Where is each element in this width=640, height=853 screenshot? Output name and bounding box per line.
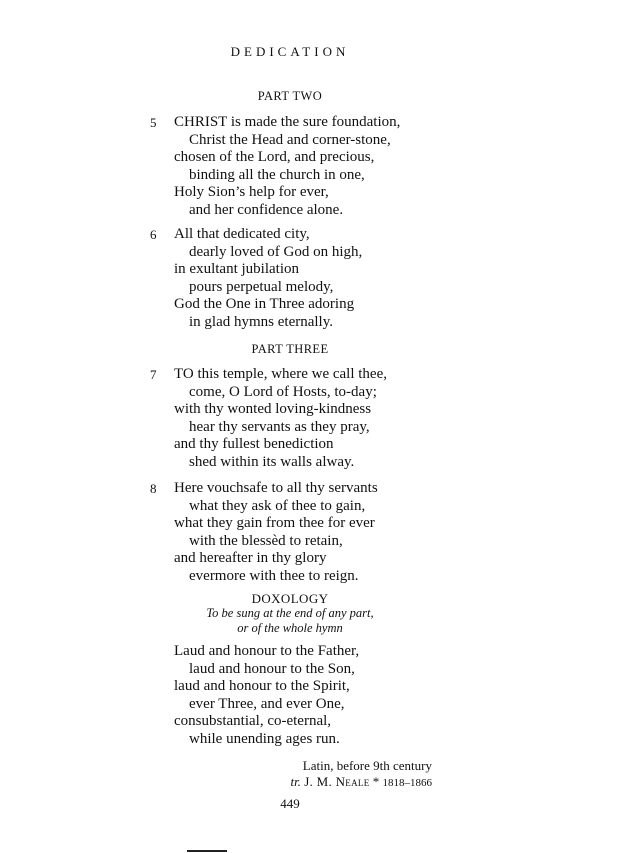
verse-line: and hereafter in thy glory (174, 550, 327, 566)
verse-line: dearly loved of God on high, (189, 243, 363, 260)
part-two-title: PART TWO (257, 89, 323, 103)
verse-line: and her confidence alone. (189, 201, 344, 218)
verse-line: what they gain from thee for ever (174, 515, 375, 531)
verse-line: with thy wonted loving-kindness (174, 401, 372, 417)
translator-prefix: tr. (290, 774, 301, 789)
attribution-translator-line (290, 774, 432, 791)
verse-line: hear thy servants as they pray, (189, 418, 370, 435)
verse-line: consubstantial, co-eternal, (174, 713, 332, 729)
verse-line: shed within its walls alway. (189, 453, 355, 470)
verse-line: while unending ages run. (189, 730, 340, 747)
verse-line: God the One in Three adoring (174, 296, 355, 312)
stanza-5 (150, 114, 401, 219)
verse-line: laud and honour to the Son, (189, 660, 355, 677)
attribution (290, 758, 432, 791)
verse-line: Christ the Head and corner-stone, (189, 131, 391, 148)
verse-line: and thy fullest benediction (174, 436, 334, 452)
verse-line: in exultant jubilation (174, 261, 299, 277)
page-number: 449 (280, 796, 300, 811)
verse-line: ever Three, and ever One, (189, 695, 345, 712)
verse-line: with the blessèd to retain, (189, 532, 343, 549)
doxology-title: DOXOLOGY (251, 591, 329, 606)
verse-line: Holy Sion’s help for ever, (174, 184, 329, 200)
doxology-stanza (174, 643, 359, 748)
stanza-7 (150, 366, 387, 471)
verse-line: chosen of the Lord, and precious, (174, 149, 375, 165)
verse-line: All that dedicated city, (174, 226, 310, 242)
doxology-note-line1: To be sung at the end of any part, (206, 606, 374, 620)
verse-line: CHRIST is made the sure foundation, (174, 114, 401, 130)
verse-line: TO this temple, where we call thee, (174, 366, 387, 382)
verse-line: what they ask of thee to gain, (189, 497, 366, 514)
verse-line: binding all the church in one, (189, 166, 365, 183)
stanza-number: 8 (150, 481, 157, 496)
verse-line: evermore with thee to reign. (189, 567, 359, 584)
verse-line: Laud and honour to the Father, (174, 643, 360, 659)
verse-line: Here vouchsafe to all thy servants (174, 480, 378, 496)
doxology-note-line2: or of the whole hymn (237, 621, 343, 635)
stanza-number: 6 (150, 227, 157, 242)
verse-line: pours perpetual melody, (189, 278, 334, 295)
stanza-6 (150, 226, 363, 331)
verse-line: in glad hymns eternally. (189, 313, 333, 330)
attribution-source: Latin, before 9th century (302, 758, 432, 773)
translator-years: 1818–1866 (382, 777, 432, 789)
stanza-8 (150, 480, 378, 585)
verse-line: come, O Lord of Hosts, to-day; (189, 383, 377, 400)
part-three-title: PART THREE (251, 342, 329, 356)
translator-name: J. M. Neale (304, 774, 370, 789)
translator-mark: * (372, 774, 380, 789)
verse-line: laud and honour to the Spirit, (174, 678, 350, 694)
stanza-number: 5 (150, 115, 157, 130)
page-header: DEDICATION (230, 44, 350, 59)
next-page-fragment (187, 846, 227, 853)
stanza-number: 7 (150, 367, 157, 382)
